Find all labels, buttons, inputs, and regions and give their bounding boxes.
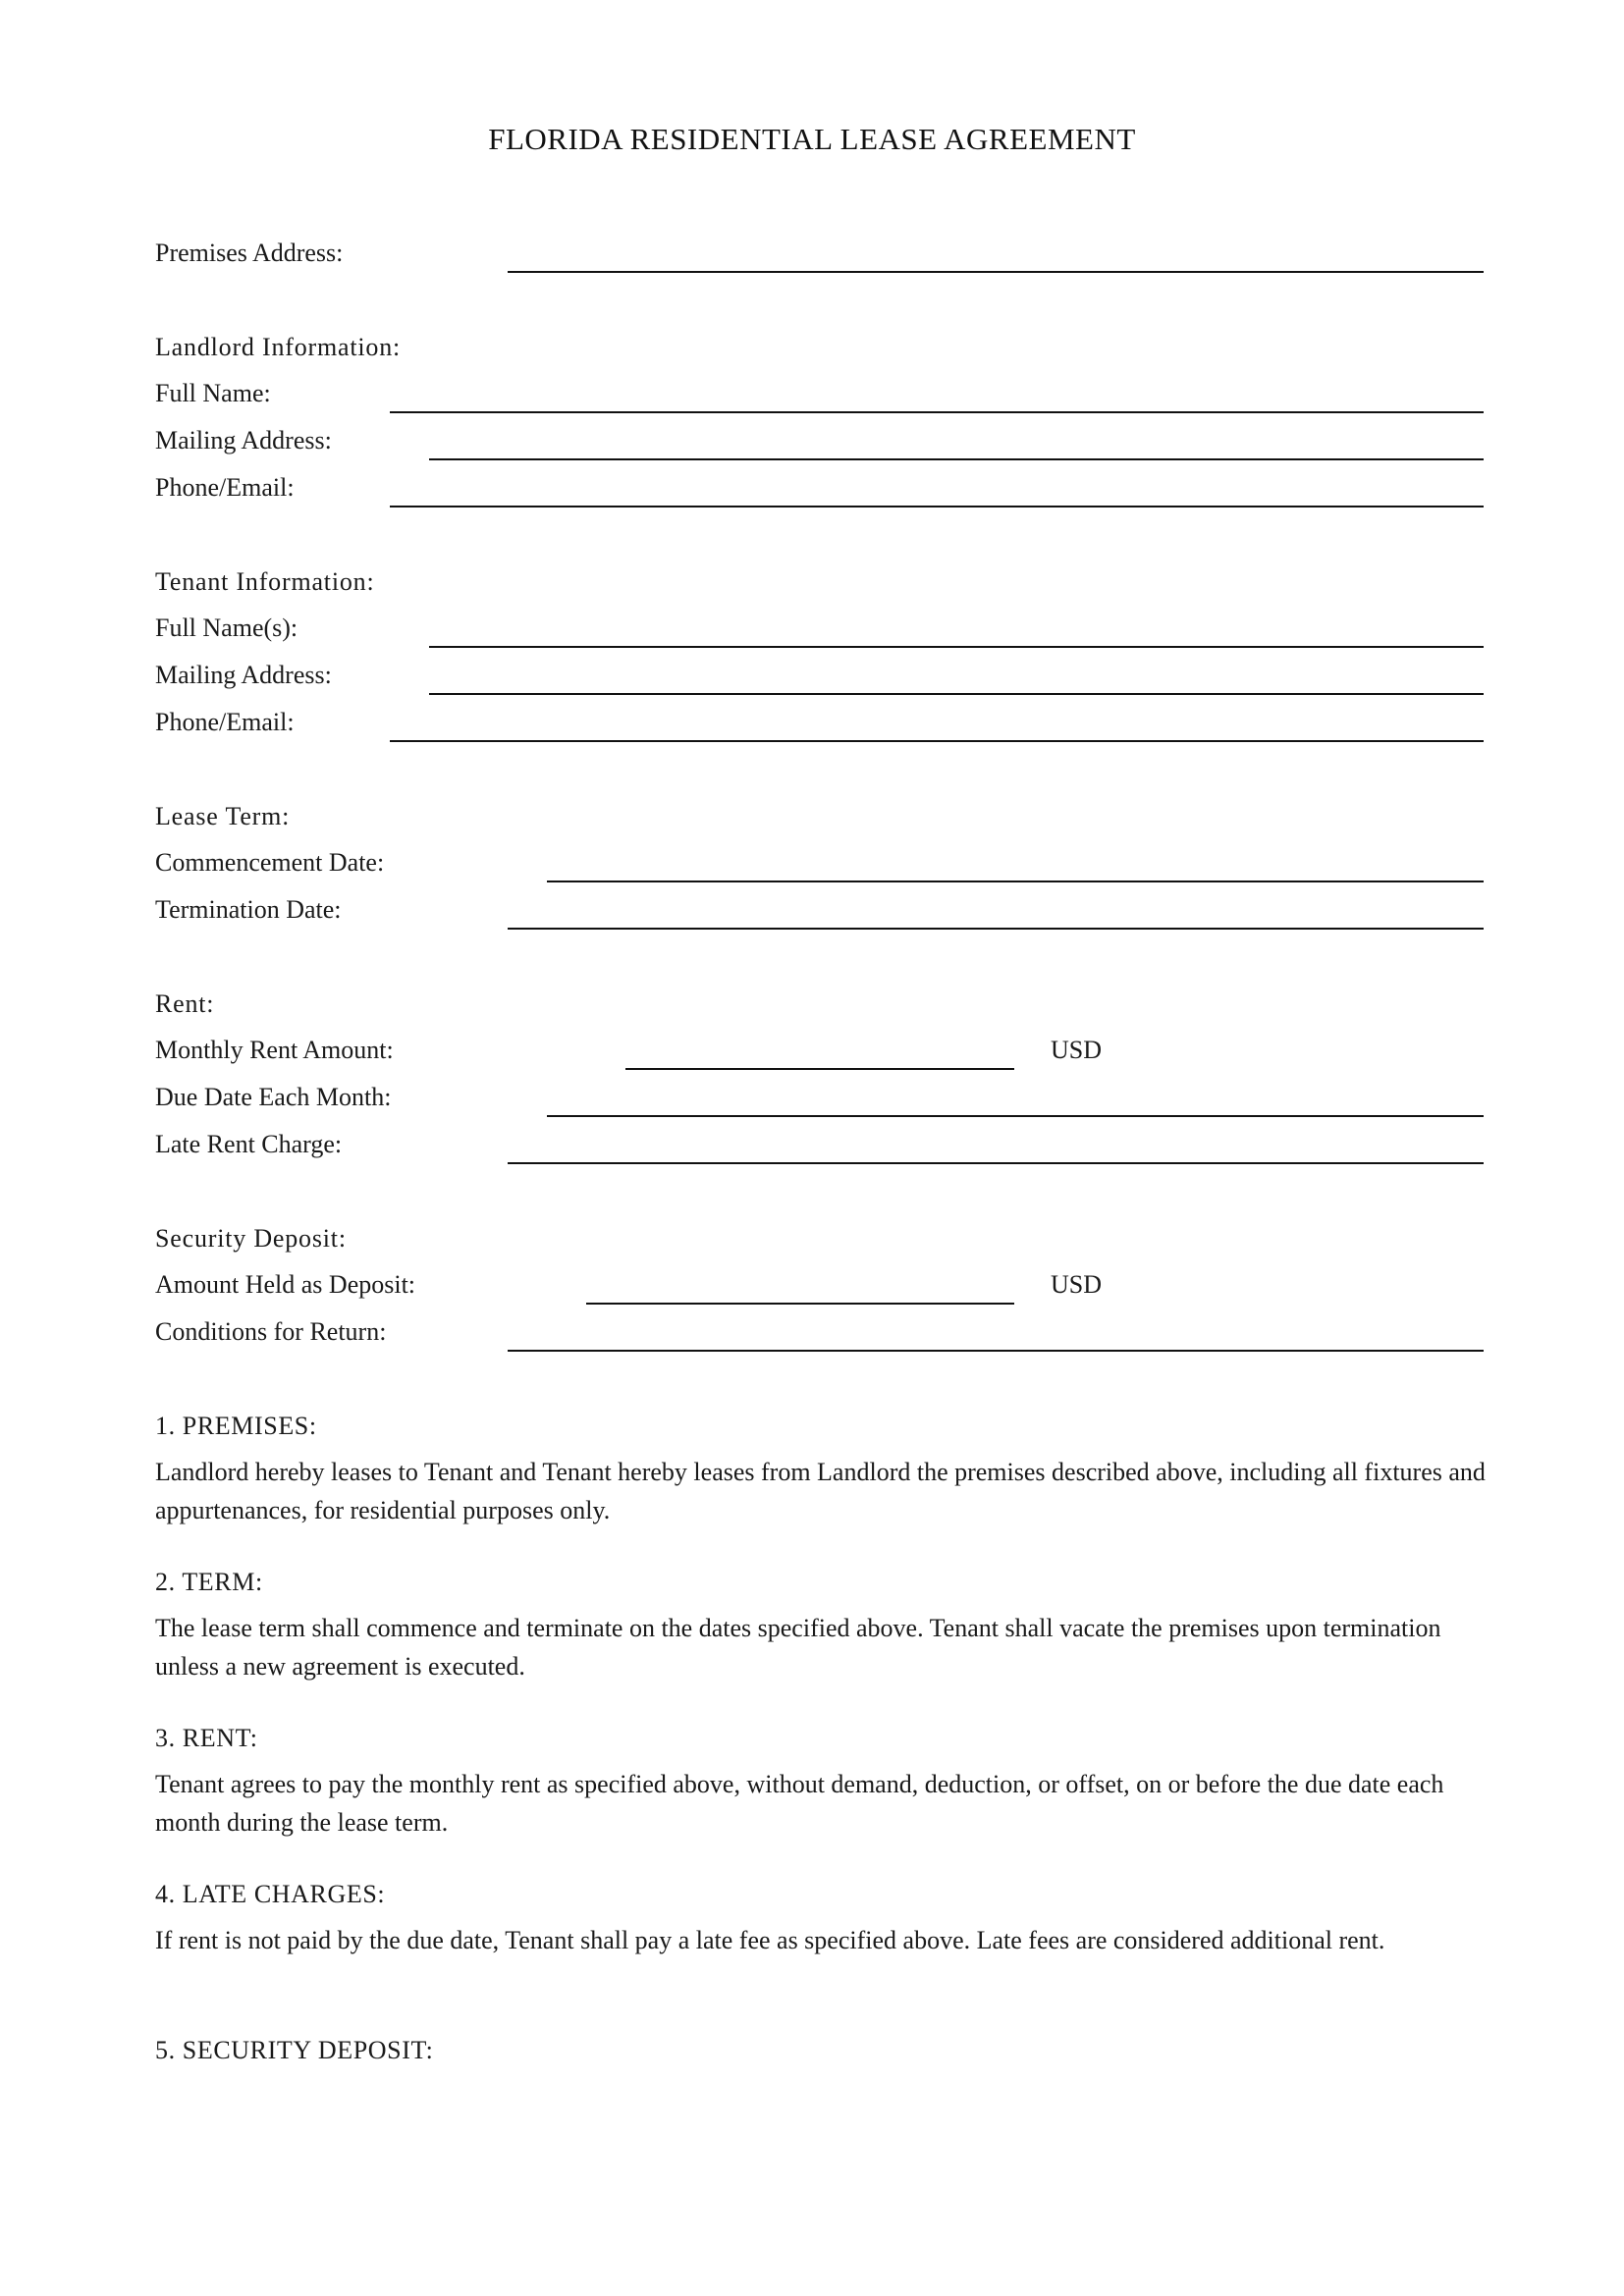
tenant-mailing-address-field[interactable]	[429, 693, 1484, 695]
deposit-amount-field[interactable]	[586, 1303, 1014, 1305]
commencement-date-label: Commencement Date:	[155, 848, 385, 877]
section-heading: 4. LATE CHARGES:	[155, 1880, 386, 1908]
late-rent-charge-label: Late Rent Charge:	[155, 1130, 343, 1158]
lease-term-heading: Lease Term:	[155, 802, 291, 830]
section-heading: 5. SECURITY DEPOSIT:	[155, 2036, 434, 2064]
landlord-phone-email-field[interactable]	[390, 506, 1484, 507]
due-date-label: Due Date Each Month:	[155, 1083, 392, 1111]
deposit-amount-label: Amount Held as Deposit:	[155, 1270, 416, 1299]
landlord-full-name-field[interactable]	[390, 411, 1484, 413]
tenant-full-names-field[interactable]	[429, 646, 1484, 648]
termination-date-field[interactable]	[508, 928, 1484, 930]
termination-date-label: Termination Date:	[155, 895, 342, 924]
monthly-rent-label: Monthly Rent Amount:	[155, 1036, 394, 1064]
landlord-mailing-address-field[interactable]	[429, 458, 1484, 460]
tenant-heading: Tenant Information:	[155, 567, 375, 596]
due-date-field[interactable]	[547, 1115, 1484, 1117]
return-conditions-label: Conditions for Return:	[155, 1317, 387, 1346]
section-heading: 1. PREMISES:	[155, 1412, 317, 1440]
deposit-currency: USD	[1051, 1270, 1103, 1299]
tenant-mailing-address-label: Mailing Address:	[155, 661, 332, 689]
premises-address-label: Premises Address:	[155, 239, 344, 267]
section-heading: 3. RENT:	[155, 1724, 258, 1752]
landlord-phone-email-label: Phone/Email:	[155, 473, 295, 502]
return-conditions-field[interactable]	[508, 1350, 1484, 1352]
section-body: If rent is not paid by the due date, Tenant shall pay a late fee as specified above. Late fees are considered additional rent.	[155, 1926, 1385, 1954]
section-body: Tenant agrees to pay the monthly rent as specified above, without demand, deduction, or offset, on or before the due date each month during the lease term.	[155, 1770, 1444, 1837]
tenant-full-names-label: Full Name(s):	[155, 614, 298, 642]
commencement-date-field[interactable]	[547, 881, 1484, 882]
monthly-rent-field[interactable]	[625, 1068, 1014, 1070]
section-body: The lease term shall commence and terminate on the dates specified above. Tenant shall vacate the premises upon termination unless a new agreement is executed.	[155, 1614, 1441, 1681]
section-body: Landlord hereby leases to Tenant and Tenant hereby leases from Landlord the premises described above, including all fixtures and appurtenances, for residential purposes only.	[155, 1458, 1486, 1524]
document-title: FLORIDA RESIDENTIAL LEASE AGREEMENT	[488, 122, 1136, 156]
landlord-full-name-label: Full Name:	[155, 379, 271, 407]
section-heading: 2. TERM:	[155, 1568, 263, 1596]
security-deposit-heading: Security Deposit:	[155, 1224, 347, 1253]
premises-address-field[interactable]	[508, 271, 1484, 273]
landlord-mailing-address-label: Mailing Address:	[155, 426, 332, 454]
tenant-phone-email-label: Phone/Email:	[155, 708, 295, 736]
rent-heading: Rent:	[155, 989, 215, 1018]
landlord-heading: Landlord Information:	[155, 333, 402, 361]
rent-currency: USD	[1051, 1036, 1103, 1064]
tenant-phone-email-field[interactable]	[390, 740, 1484, 742]
late-rent-charge-field[interactable]	[508, 1162, 1484, 1164]
